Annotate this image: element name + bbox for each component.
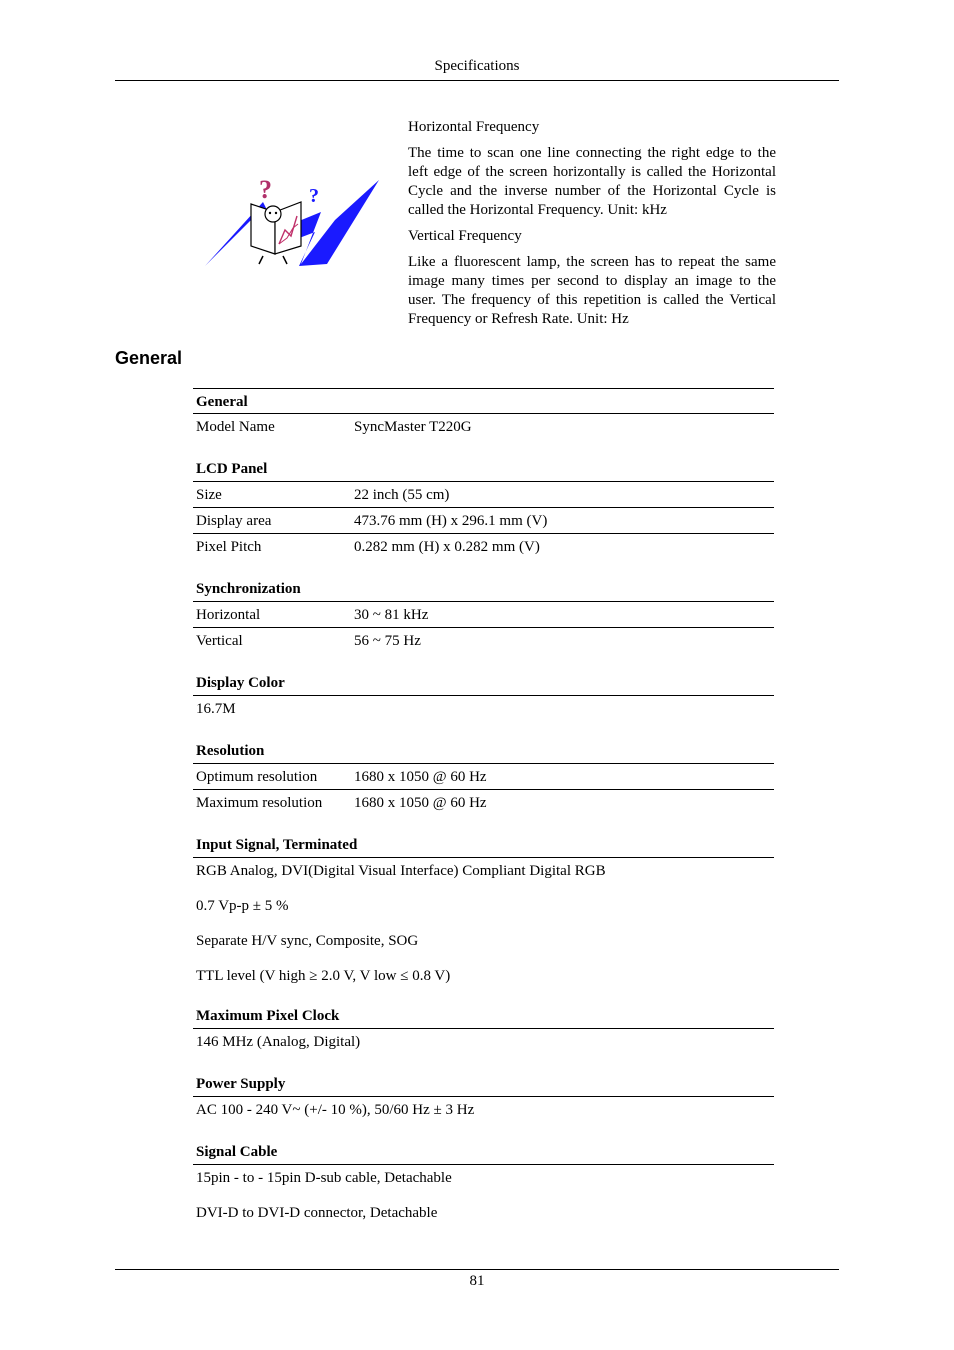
header-rule <box>115 80 839 81</box>
spec-key: Model Name <box>196 419 275 435</box>
spec-key: Maximum resolution <box>196 795 323 811</box>
page-number: 81 <box>469 1273 485 1289</box>
question-book-illustration-icon <box>203 172 383 270</box>
group-heading: General <box>193 388 774 414</box>
svg-text:?: ? <box>259 175 272 204</box>
spec-line: TTL level (V high ≥ 2.0 V, V low ≤ 0.8 V) <box>196 968 451 984</box>
spec-key: Pixel Pitch <box>196 539 262 555</box>
footer-rule <box>115 1269 839 1270</box>
group-heading: Signal Cable <box>193 1139 774 1165</box>
spec-value: 1680 x 1050 @ 60 Hz <box>354 769 487 785</box>
vf-text: Like a fluorescent lamp, the screen has to repeat the same image many times per second to display an image to the user. The frequency of this repetition is called the Vertical Frequency or Refresh Rate. Unit: Hz <box>408 254 776 327</box>
group-heading: Resolution <box>193 738 774 764</box>
hf-title: Horizontal Frequency <box>408 119 540 135</box>
spec-key: Size <box>196 487 222 503</box>
spec-key: Horizontal <box>196 607 261 623</box>
spec-value: 1680 x 1050 @ 60 Hz <box>354 795 487 811</box>
vf-title: Vertical Frequency <box>408 228 522 244</box>
spec-key: Display area <box>196 513 272 529</box>
svg-text:?: ? <box>309 185 319 207</box>
spec-value: SyncMaster T220G <box>354 419 472 435</box>
group-heading: Display Color <box>193 670 774 696</box>
spec-value: AC 100 - 240 V~ (+/- 10 %), 50/60 Hz ± 3 Hz <box>196 1102 475 1118</box>
group-heading: LCD Panel <box>193 456 774 482</box>
hf-text: The time to scan one line connecting the right edge to the left edge of the screen horizontally is called the Horizontal Cycle and the inverse number of the Horizontal Cycle is called the Horizontal Frequency. Unit: kHz <box>408 145 776 218</box>
spec-line: RGB Analog, DVI(Digital Visual Interface) Compliant Digital RGB <box>196 863 606 879</box>
spec-line: 15pin - to - 15pin D-sub cable, Detachable <box>196 1170 452 1186</box>
spec-value: 16.7M <box>196 701 236 717</box>
group-heading: Power Supply <box>193 1071 774 1097</box>
spec-value: 22 inch (55 cm) <box>354 487 450 503</box>
spec-key: Vertical <box>196 633 243 649</box>
spec-line: Separate H/V sync, Composite, SOG <box>196 933 419 949</box>
spec-line: DVI-D to DVI-D connector, Detachable <box>196 1205 438 1221</box>
spec-line: 0.7 Vp-p ± 5 % <box>196 898 289 914</box>
spec-value: 146 MHz (Analog, Digital) <box>196 1034 361 1050</box>
section-title: General <box>115 348 183 368</box>
horizontal-frequency-block <box>408 118 776 329</box>
spec-value: 473.76 mm (H) x 296.1 mm (V) <box>354 513 548 529</box>
page-header: Specifications <box>434 58 520 74</box>
group-heading: Maximum Pixel Clock <box>193 1003 774 1029</box>
spec-value: 56 ~ 75 Hz <box>354 633 421 649</box>
spec-table <box>193 388 774 1224</box>
spec-key: Optimum resolution <box>196 769 318 785</box>
spec-value: 30 ~ 81 kHz <box>354 607 429 623</box>
group-heading: Input Signal, Terminated <box>193 832 774 858</box>
group-heading: Synchronization <box>193 576 774 602</box>
spec-value: 0.282 mm (H) x 0.282 mm (V) <box>354 539 540 555</box>
